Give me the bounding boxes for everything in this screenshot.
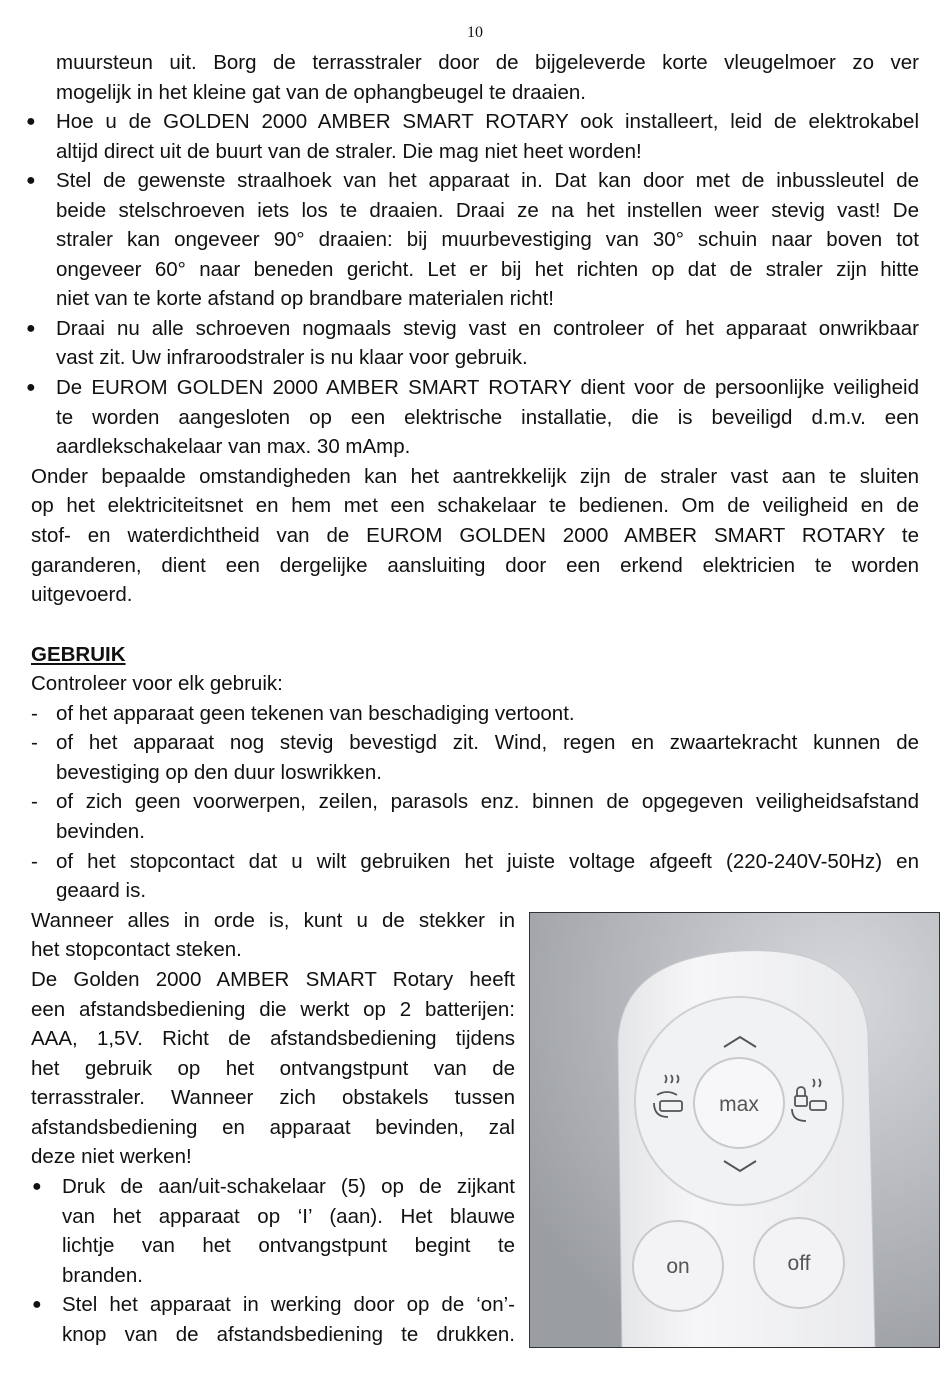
- text-line: branden.: [62, 1264, 143, 1287]
- remote-control-photo: [529, 912, 940, 1348]
- section-heading: GEBRUIK: [31, 643, 126, 666]
- text-line: terrasstraler. Wanneer zich obstakels tussen: [31, 1086, 515, 1109]
- text-line: of het stopcontact dat u wilt gebruiken het juiste voltage afgeeft (220-240V-50Hz) en: [56, 850, 919, 873]
- dash-marker: -: [31, 731, 38, 754]
- text-line: Stel het apparaat in werking door op de ‘on’-: [62, 1293, 515, 1316]
- text-line: aardlekschakelaar van max. 30 mAmp.: [56, 435, 411, 458]
- text-line: geaard is.: [56, 879, 147, 902]
- text-line: of zich geen voorwerpen, zeilen, parasols enz. binnen de opgegeven veiligheidsafstand: [56, 790, 919, 813]
- on-button-label: on: [666, 1255, 690, 1278]
- text-line: het gebruik op het ontvangstpunt van de: [31, 1057, 515, 1080]
- text-line: lichtje van het ontvangstpunt begint te: [62, 1234, 515, 1257]
- text-line: of het apparaat nog stevig bevestigd zit. Wind, regen en zwaartekracht kunnen de: [56, 731, 919, 754]
- bullet-marker: ●: [26, 113, 36, 130]
- page-number: 10: [467, 24, 483, 41]
- text-line: een afstandsbediening die werkt op 2 batterijen:: [31, 998, 515, 1021]
- text-line: De EUROM GOLDEN 2000 AMBER SMART ROTARY dient voor de persoonlijke veiligheid: [56, 376, 919, 399]
- dash-marker: -: [31, 850, 38, 873]
- text-line: Draai nu alle schroeven nogmaals stevig vast en controleer of het apparaat onwrikbaar: [56, 317, 919, 340]
- text-line: Controleer voor elk gebruik:: [31, 672, 283, 695]
- text-line: op het elektriciteitsnet en hem met een schakelaar te bedienen. Om de veiligheid en de: [31, 494, 919, 517]
- bullet-marker: ●: [26, 320, 36, 337]
- text-line: straler kan ongeveer 90° draaien: bij muurbevestiging van 30° schuin naar boven tot: [56, 228, 919, 251]
- dash-marker: -: [31, 790, 38, 813]
- text-line: afstandsbediening en apparaat bevinden, zal: [31, 1116, 515, 1139]
- text-line: mogelijk in het kleine gat van de ophangbeugel te draaien.: [56, 81, 586, 104]
- text-line: Druk de aan/uit-schakelaar (5) op de zijkant: [62, 1175, 515, 1198]
- text-line: Hoe u de GOLDEN 2000 AMBER SMART ROTARY ook installeert, leid de elektrokabel: [56, 110, 919, 133]
- text-line: vast zit. Uw infraroodstraler is nu klaar voor gebruik.: [56, 346, 528, 369]
- text-line: altijd direct uit de buurt van de straler. Die mag niet heet worden!: [56, 140, 642, 163]
- bullet-marker: ●: [26, 172, 36, 189]
- text-line: ongeveer 60° naar beneden gericht. Let er bij het richten op dat de straler zijn hitte: [56, 258, 919, 281]
- bullet-marker: ●: [32, 1296, 42, 1313]
- text-line: knop van de afstandsbediening te drukken.: [62, 1323, 515, 1346]
- text-line: beide stelschroeven iets los te draaien. Draai ze na het instellen weer stevig vast! De: [56, 199, 919, 222]
- bullet-marker: ●: [26, 379, 36, 396]
- text-line: Onder bepaalde omstandigheden kan het aantrekkelijk zijn de straler vast aan te sluiten: [31, 465, 919, 488]
- max-button-label: max: [719, 1093, 759, 1116]
- text-line: garanderen, dient een dergelijke aansluiting door een erkend elektricien te worden: [31, 554, 919, 577]
- text-line: deze niet werken!: [31, 1145, 192, 1168]
- text-line: te worden aangesloten op een elektrische installatie, die is beveiligd d.m.v. een: [56, 406, 919, 429]
- text-line: niet van te korte afstand op brandbare materialen richt!: [56, 287, 554, 310]
- text-line: van het apparaat op ‘I’ (aan). Het blauwe: [62, 1205, 515, 1228]
- text-line: Stel de gewenste straalhoek van het apparaat in. Dat kan door met de inbussleutel de: [56, 169, 919, 192]
- text-line: bevinden.: [56, 820, 145, 843]
- text-line: het stopcontact steken.: [31, 938, 242, 961]
- text-line: Wanneer alles in orde is, kunt u de stekker in: [31, 909, 515, 932]
- bullet-marker: ●: [32, 1178, 42, 1195]
- text-line: of het apparaat geen tekenen van beschadiging vertoont.: [56, 702, 575, 725]
- text-line: uitgevoerd.: [31, 583, 133, 606]
- text-line: AAA, 1,5V. Richt de afstandsbediening tijdens: [31, 1027, 515, 1050]
- text-line: muursteun uit. Borg de terrasstraler door de bijgeleverde korte vleugelmoer zo ver: [56, 51, 919, 74]
- text-line: De Golden 2000 AMBER SMART Rotary heeft: [31, 968, 515, 991]
- text-line: bevestiging op den duur loswrikken.: [56, 761, 382, 784]
- text-line: stof- en waterdichtheid van de EUROM GOLDEN 2000 AMBER SMART ROTARY te: [31, 524, 919, 547]
- off-button-label: off: [787, 1252, 811, 1275]
- dash-marker: -: [31, 702, 38, 725]
